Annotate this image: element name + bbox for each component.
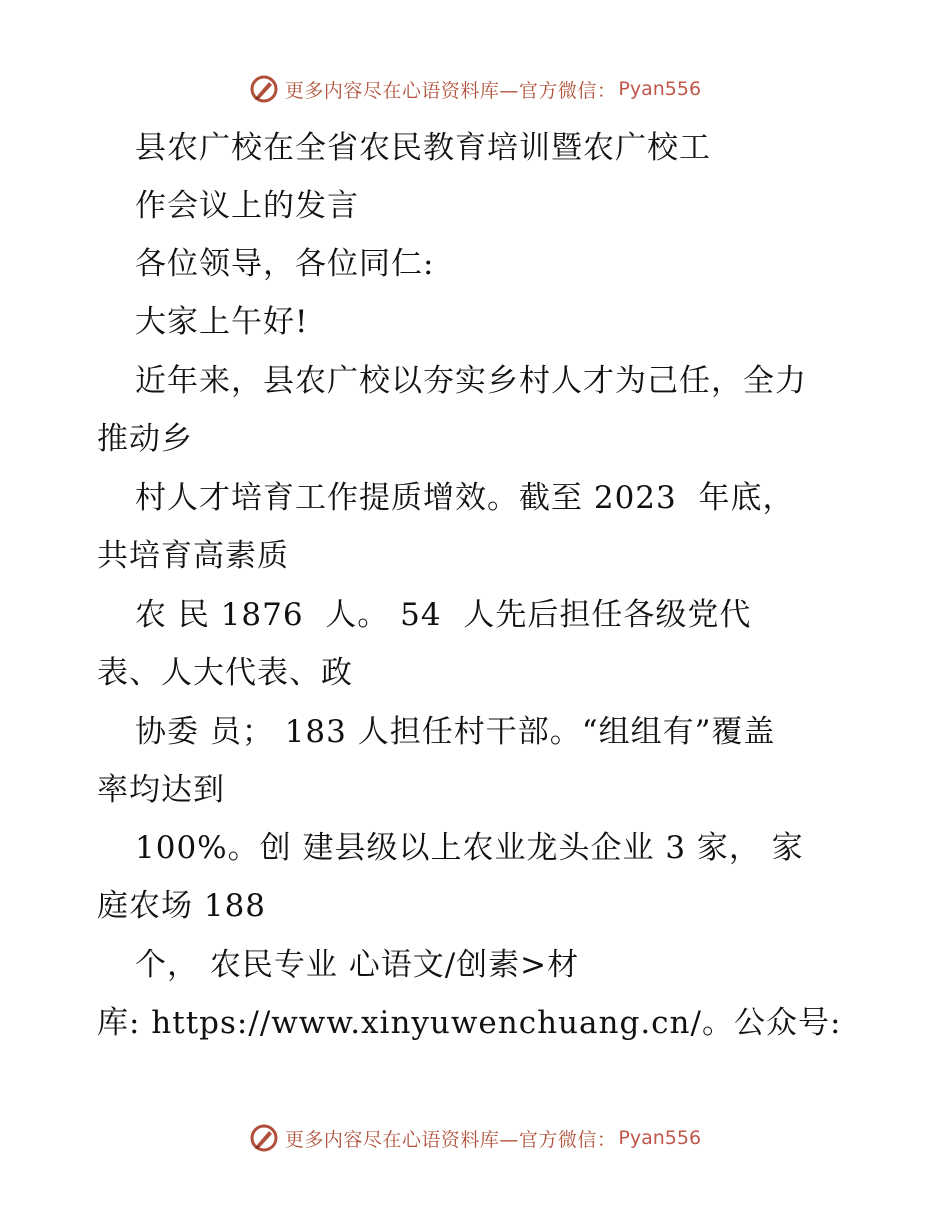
pen-logo-icon <box>249 1123 279 1153</box>
watermark-account: Pyan556 <box>618 1127 702 1149</box>
watermark-text: 更多内容尽在心语资料库—官方微信： <box>284 1128 617 1151</box>
paragraph-line: 协委 员； 183 人担任村干部。“组组有”覆盖 <box>135 714 776 750</box>
watermark-text: 更多内容尽在心语资料库—官方微信： <box>284 79 617 102</box>
paragraph-line: 100%。创 建县级以上农业龙头企业 3 家， 家 <box>135 830 804 866</box>
watermark-account: Pyan556 <box>618 78 702 100</box>
footer-watermark <box>0 1123 950 1153</box>
paragraph-line: 庭农场 188 <box>97 888 267 924</box>
paragraph-line: 村人才培育工作提质增效。截至 2023 年底， <box>135 480 795 516</box>
paragraph-line: 表、人大代表、政 <box>97 655 353 691</box>
paragraph-line: 推动乡 <box>97 421 193 457</box>
paragraph-line: 率均达到 <box>97 772 225 808</box>
paragraph-line: 农 民 1876 人。 54 人先后担任各级党代 <box>135 597 752 633</box>
paragraph-line: 共培育高素质 <box>97 538 289 574</box>
paragraph-line: 近年来，县农广校以夯实乡村人才为己任，全力 <box>135 363 807 399</box>
title-line-1: 县农广校在全省农民教育培训暨农广校工 <box>135 130 711 166</box>
salutation: 各位领导，各位同仁: <box>135 246 435 282</box>
header-watermark <box>0 74 950 104</box>
greeting: 大家上午好! <box>135 304 309 340</box>
pen-logo-icon <box>249 74 279 104</box>
title-line-2: 作会议上的发言 <box>135 188 359 224</box>
paragraph-line: 个， 农民专业 心语文/创素>材 <box>135 947 580 983</box>
url-line: 库: https://www.xinyuwenchuang.cn/。公众号: <box>97 1005 842 1041</box>
